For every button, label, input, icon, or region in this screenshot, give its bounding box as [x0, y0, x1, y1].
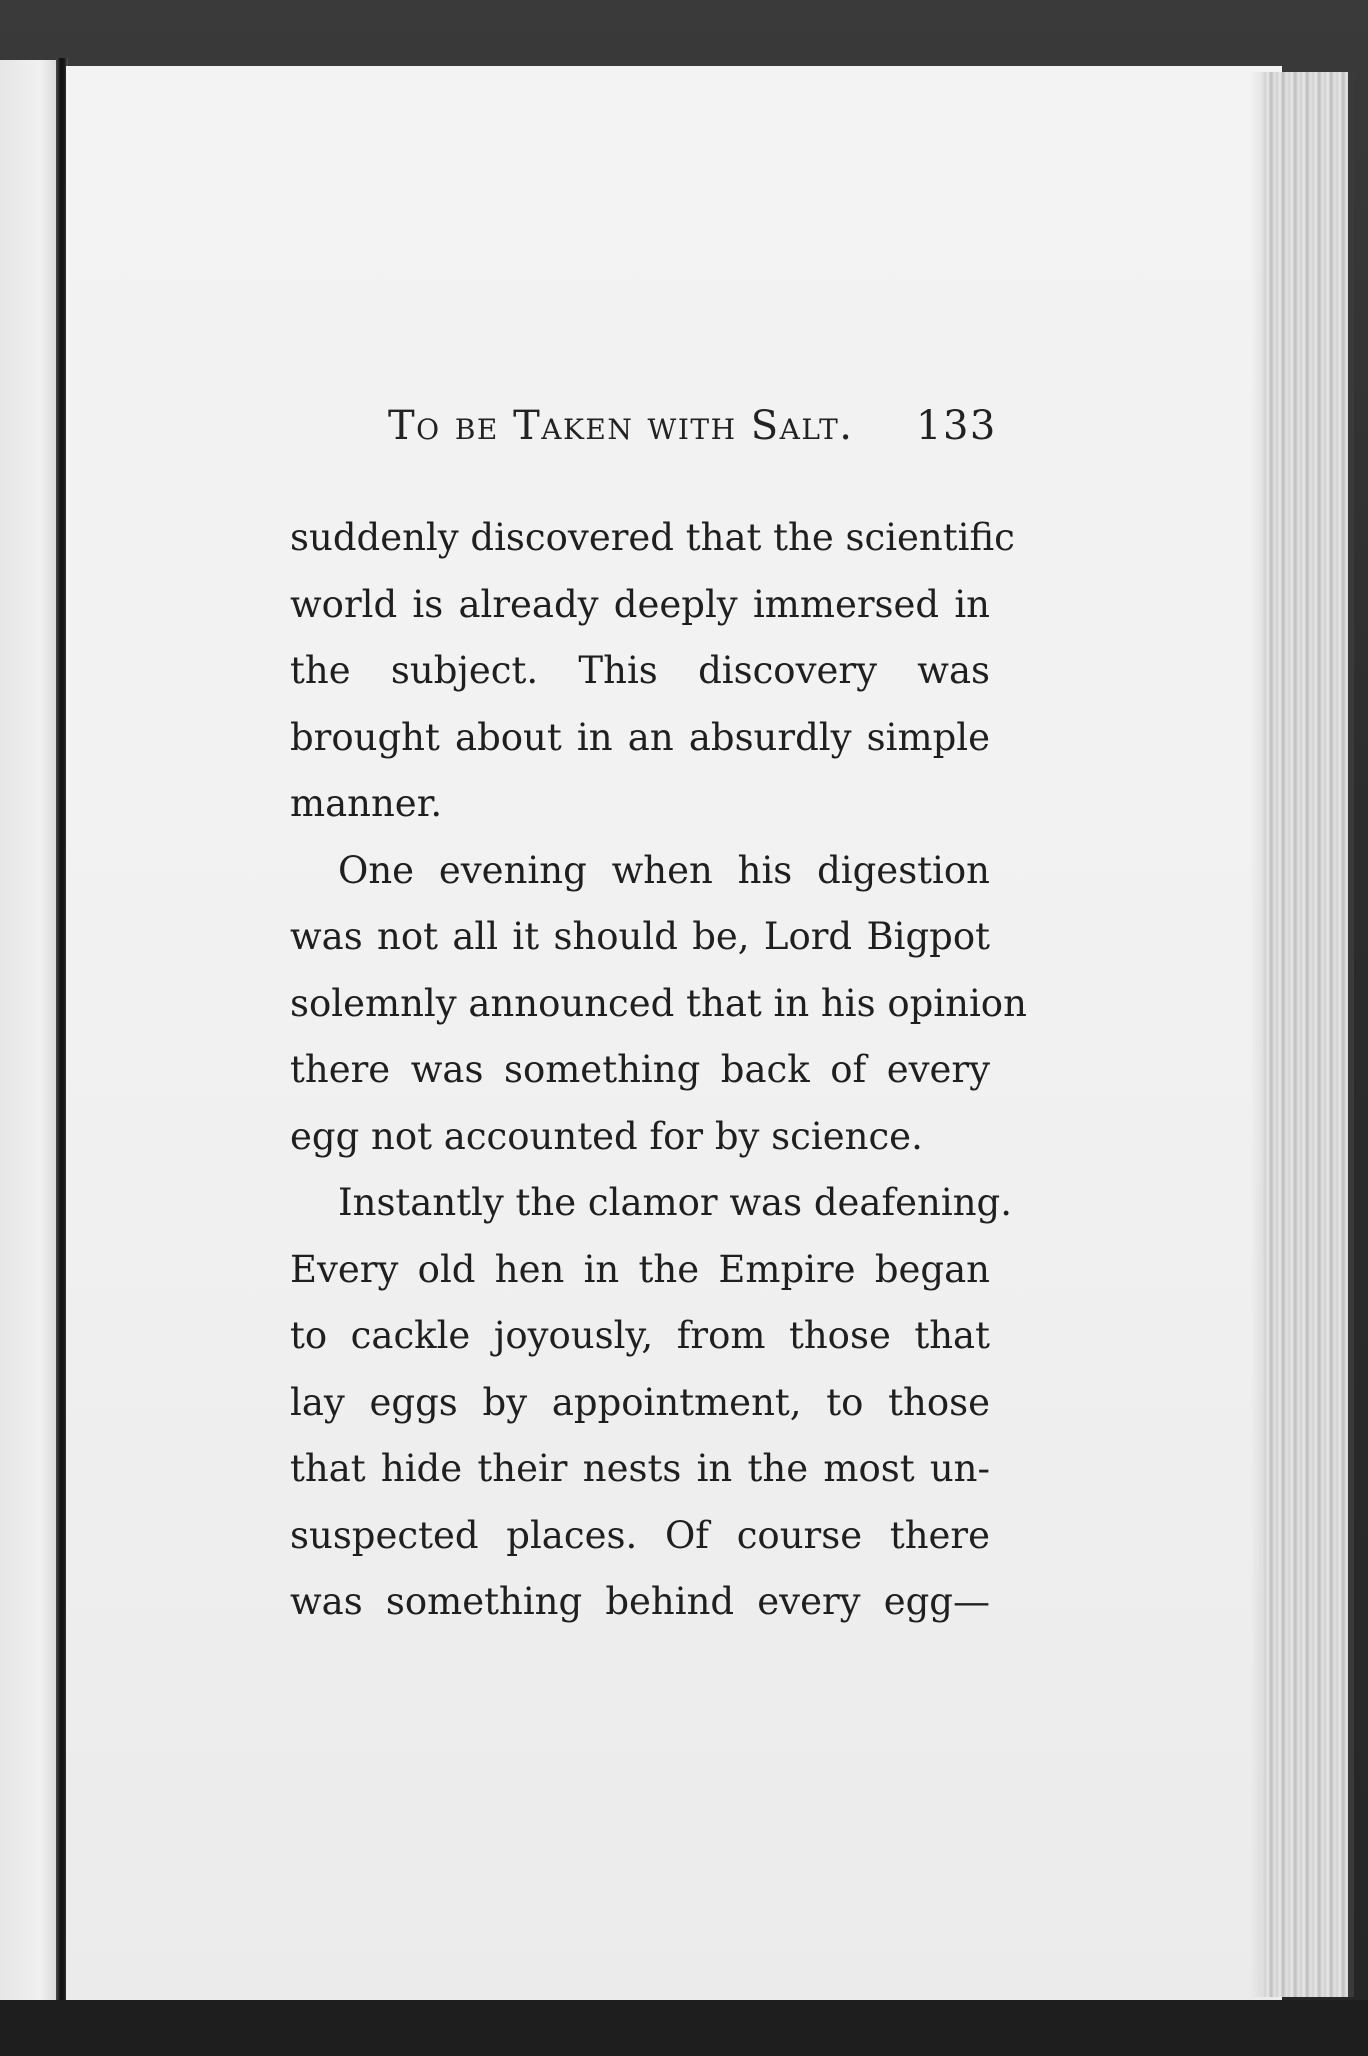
- text-line: was something behind every egg—: [290, 1580, 990, 1623]
- text-line: there was something back of every: [290, 1048, 990, 1091]
- scan-bottom-margin: [0, 2000, 1368, 2056]
- text-line: world is already deeply immersed in: [290, 582, 990, 626]
- page-number: 133: [916, 403, 997, 449]
- text-line: the subject. This discovery was: [290, 649, 990, 692]
- text-line: manner.: [290, 782, 443, 825]
- page-block-edges: [1262, 72, 1354, 1997]
- text-line: Every old hen in the Empire began: [290, 1247, 990, 1291]
- running-head-title: To be Taken with Salt.: [388, 403, 854, 449]
- text-line: suspected places. Of course there: [290, 1513, 990, 1557]
- text-line: to cackle joyously, from those that: [290, 1314, 990, 1357]
- text-line: One evening when his digestion: [338, 848, 990, 892]
- text-line: lay eggs by appointment, to those: [290, 1380, 990, 1424]
- running-head: [388, 403, 997, 463]
- text-line: Instantly the clamor was deafening.: [338, 1181, 1012, 1224]
- facing-page-edge: [0, 60, 58, 2005]
- text-line: brought about in an absurdly simple: [290, 715, 990, 759]
- body-text: [290, 505, 1027, 1636]
- text-line: that hide their nests in the most un-: [290, 1447, 990, 1490]
- text-line: suddenly discovered that the scientific: [290, 516, 1015, 559]
- text-line: solemnly announced that in his opinion: [290, 981, 1027, 1025]
- text-line: egg not accounted for by science.: [290, 1114, 923, 1158]
- text-line: was not all it should be, Lord Bigpot: [290, 915, 990, 958]
